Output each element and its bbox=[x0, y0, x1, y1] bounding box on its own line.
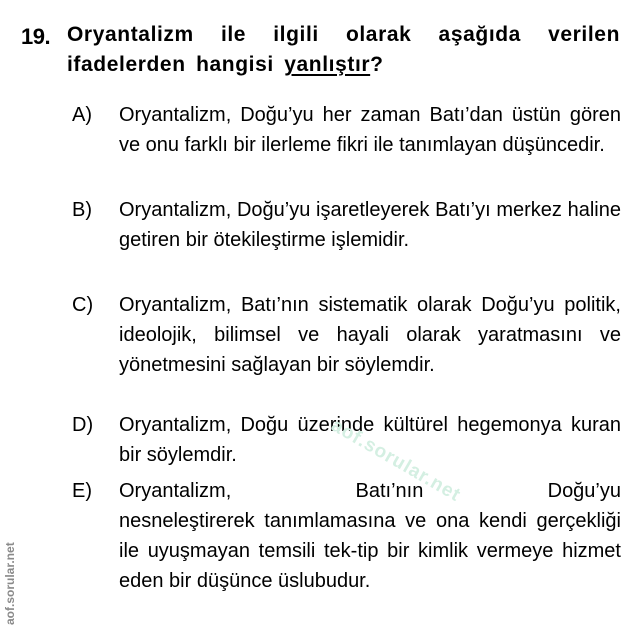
option-letter: C) bbox=[72, 294, 94, 316]
option-text bbox=[119, 476, 621, 596]
option-text: Oryantalizm, Doğu’yu işaretleyerek Batı’yı merkez haline getiren bir ötekileştirme işlemidir. bbox=[119, 199, 621, 251]
option-text-line1: Oryantalizm, Batı’nın Doğu’yu bbox=[119, 480, 621, 502]
option-text-rest: nesneleştirerek tanımlamasına ve ona kendi gerçekliği ile uyuşmayan temsili tek-tip bir kimlik vermeye hizmet eden bir düşünce üslubudur. bbox=[119, 510, 621, 592]
question-stem: Oryantalizm ile ilgili olarak aşağıda verilen ifadelerden hangisi bbox=[67, 23, 620, 76]
option-text: Oryantalizm, Doğu’yu her zaman Batı’dan üstün gören ve onu farklı bir ilerleme fikri ile tanımlayan düşüncedir. bbox=[119, 104, 621, 156]
question-emphasis: yanlıştır bbox=[284, 53, 371, 76]
watermark-side: aof.sorular.net bbox=[3, 542, 17, 625]
question-text bbox=[67, 20, 620, 80]
question-number: 19. bbox=[21, 24, 51, 49]
option-text: Oryantalizm, Doğu üzerinde kültürel hegemonya kuran bir söylemdir. bbox=[119, 414, 621, 466]
option-letter: A) bbox=[72, 104, 92, 126]
option-letter: B) bbox=[72, 199, 92, 221]
option-text: Oryantalizm, Batı’nın sistematik olarak Doğu’yu politik, ideolojik, bilimsel ve hayali olarak yaratmasını ve yönetmesini sağlayan bir söylemdir. bbox=[119, 294, 621, 376]
option-letter: E) bbox=[72, 480, 92, 502]
question-mark: ? bbox=[370, 53, 384, 76]
option-letter: D) bbox=[72, 414, 94, 436]
watermark-diagonal: aof.sorular.net bbox=[327, 415, 465, 507]
